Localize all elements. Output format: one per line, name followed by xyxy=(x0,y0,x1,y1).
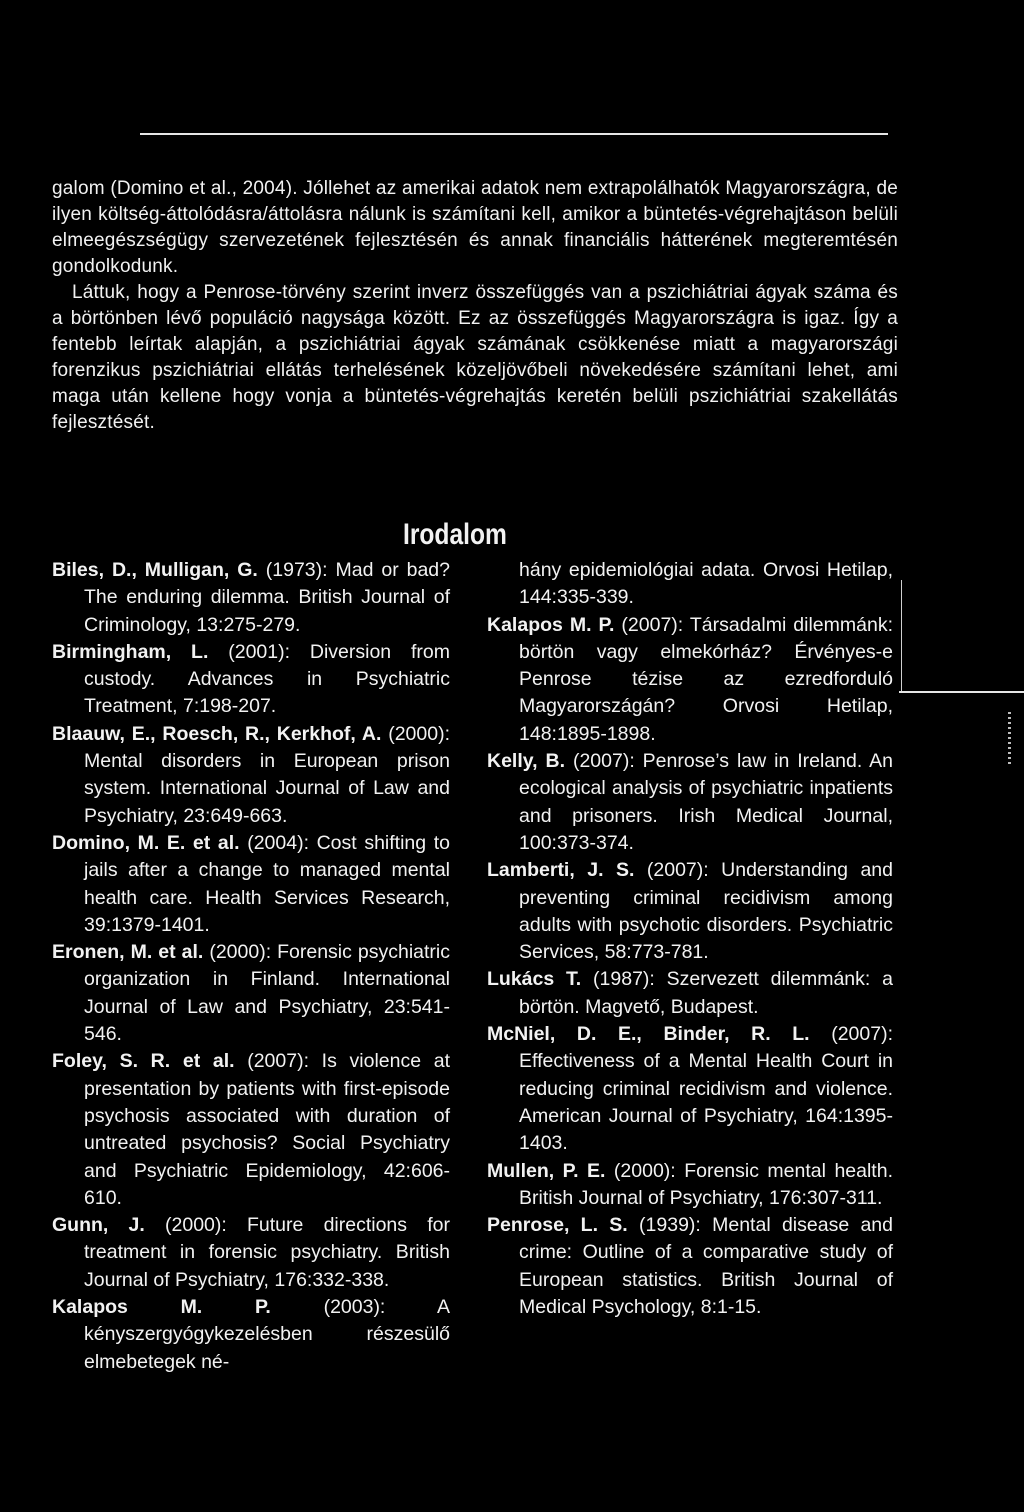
reference-details: (2003): A kényszergyógykezelésben részesülő elmebetegek né- xyxy=(84,1296,450,1373)
reference-item xyxy=(487,1158,893,1213)
reference-item xyxy=(52,721,450,830)
reference-author: Mullen, P. E. xyxy=(487,1159,606,1182)
right-margin-bottom-rule xyxy=(899,691,1024,693)
reference-details: (2000): Forensic psychiatric organization in Finland. International Journal of Law and Psychiatry, 23:541-546. xyxy=(84,941,451,1046)
reference-item xyxy=(487,612,893,748)
margin-tick-marks xyxy=(1008,712,1011,764)
references-right-column xyxy=(487,557,893,1321)
reference-author: Foley, S. R. et al. xyxy=(52,1050,235,1073)
top-divider xyxy=(140,133,888,135)
reference-author: Biles, D., Mulligan, G. xyxy=(52,559,258,581)
reference-item xyxy=(52,1212,450,1294)
reference-author: Lukács T. xyxy=(487,968,582,991)
reference-details: (2007): Effectiveness of a Mental Health Court in reducing criminal recidivism and violence. American Journal of Psychiatry, 164:1395-1403. xyxy=(519,1023,893,1155)
reference-item xyxy=(487,1021,893,1157)
reference-item xyxy=(52,939,450,1048)
reference-details: (2000): Forensic mental health. British Journal of Psychiatry, 176:307-311. xyxy=(519,1159,893,1209)
reference-details: (1987): Szervezett dilemmánk: a börtön. Magvető, Budapest. xyxy=(519,968,894,1018)
reference-author: Kalapos M. P. xyxy=(487,613,615,636)
reference-details: (2000): Future directions for treatment in forensic psychiatry. British Journal of Psychiatry, 176:332-338. xyxy=(84,1214,450,1291)
reference-author: Gunn, J. xyxy=(52,1214,145,1237)
reference-author: Kelly, B. xyxy=(487,750,566,773)
reference-author: Kalapos M. P. xyxy=(52,1296,271,1319)
reference-details: (2004): Cost shifting to jails after a change to managed mental health care. Health Services Research, 39:1379-1401. xyxy=(84,831,450,936)
reference-author: Lamberti, J. S. xyxy=(487,859,635,882)
references-left-column xyxy=(52,557,450,1376)
reference-author: Eronen, M. et al. xyxy=(52,941,204,964)
reference-item xyxy=(52,830,450,939)
reference-details: (2007): Is violence at presentation by patients with first-episode psychosis associated with duration of untreated psychosis? Social Psychiatry and Psychiatric Epidemiology, 42:606-610. xyxy=(84,1050,451,1209)
right-margin-rule xyxy=(901,580,902,692)
reference-author: Penrose, L. S. xyxy=(487,1214,628,1237)
reference-details: (1973): Mad or bad? The enduring dilemma. British Journal of Criminology, 13:275-279. xyxy=(84,559,450,636)
reference-item xyxy=(52,639,450,721)
reference-item xyxy=(52,1294,450,1376)
reference-author: Domino, M. E. et al. xyxy=(52,831,240,854)
reference-details: (2000): Mental disorders in European prison system. International Journal of Law and Psychiatry, 23:649-663. xyxy=(84,722,450,827)
reference-item xyxy=(52,1048,450,1212)
body-text xyxy=(52,176,898,436)
reference-author: Birmingham, L. xyxy=(52,640,209,663)
reference-details: (2007): Társadalmi dilemmánk: börtön vagy elmekórház? Érvényes-e Penrose tézise az ezredforduló Magyarországán? Orvosi Hetilap, 148:1895-1898. xyxy=(519,613,893,745)
reference-item xyxy=(487,966,893,1021)
reference-details: (2001): Diversion from custody. Advances in Psychiatric Treatment, 7:198-207. xyxy=(84,640,450,718)
reference-author: McNiel, D. E., Binder, R. L. xyxy=(487,1023,810,1046)
reference-author: Blaauw, E., Roesch, R., Kerkhof, A. xyxy=(52,722,382,745)
reference-item xyxy=(52,557,450,639)
paragraph-1: galom (Domino et al., 2004). Jóllehet az amerikai adatok nem extrapolálhatók Magyarországra, de ilyen költség-áttolódásra/áttolásra nálunk is számítani kell, amikor a büntetés-végrehajtáson belüli elmeegészségügy szervezetének fejlesztésén és annak financiális hátterének megteremtésén gondolkodunk. xyxy=(52,178,898,277)
reference-item xyxy=(487,1212,893,1321)
reference-details: (1939): Mental disease and crime: Outline of a comparative study of European statistics. British Journal of Medical Psychology, 8:1-15. xyxy=(519,1214,893,1319)
reference-details: (2007): Penrose’s law in Ireland. An ecological analysis of psychiatric inpatients and prisoners. Irish Medical Journal, 100:373-374. xyxy=(519,750,894,854)
reference-item xyxy=(487,857,893,966)
reference-continuation: hány epidemiológiai adata. Orvosi Hetilap, 144:335-339. xyxy=(519,559,893,609)
paragraph-2: Láttuk, hogy a Penrose-törvény szerint inverz összefüggés van a pszichiátriai ágyak száma és a börtönben lévő populáció nagysága között. Ez az összefüggés Magyarországra is igaz. Így a fentebb leírtak alapján, a pszichiátriai ágyak számának csökkenése miatt a magyarországi forenzikus pszichiátriai ellátás terhelésének közeljövőbeli növekedésére számítani lehet, ami maga után kellene hogy vonja a büntetés-végrehajtás keretén belüli pszichiátriai szakellátás fejlesztését. xyxy=(52,282,898,433)
reference-details: (2007): Understanding and preventing criminal recidivism among adults with psychotic disorders. Psychiatric Services, 58:773-781. xyxy=(519,859,893,964)
reference-item xyxy=(487,748,893,857)
references-heading: Irodalom xyxy=(403,518,507,551)
